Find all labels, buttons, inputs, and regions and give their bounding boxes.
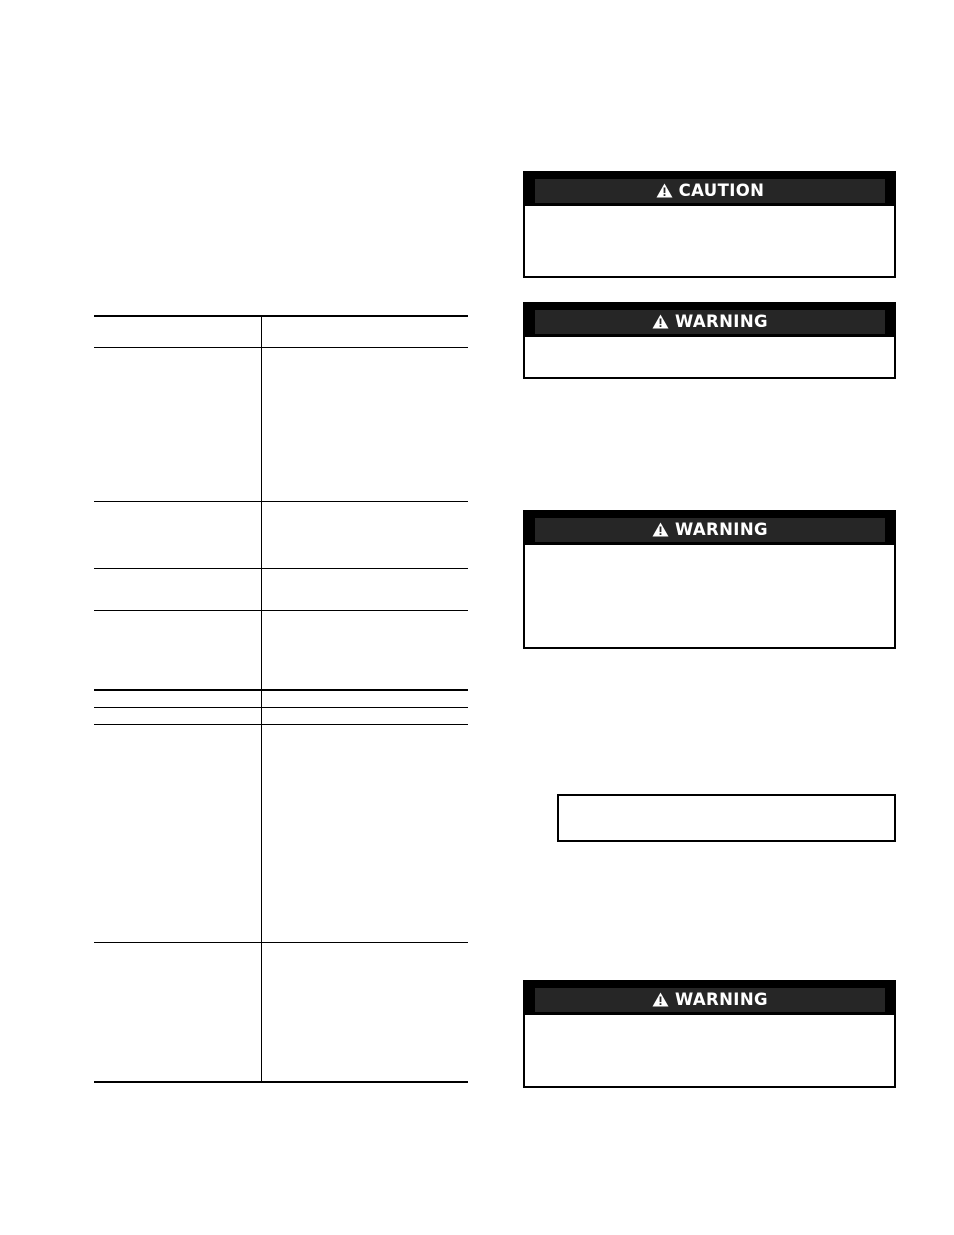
warning-label-text: WARNING (674, 520, 769, 539)
warning-triangle-icon (656, 183, 673, 198)
warning-header-band (525, 304, 894, 337)
table-column-divider (261, 315, 262, 1083)
warning-label (535, 988, 885, 1012)
troubleshooting-table (94, 315, 468, 1083)
warning-body (525, 337, 894, 349)
warning-body (525, 1015, 894, 1027)
table-row-rule (94, 568, 468, 569)
warning-triangle-icon (652, 314, 669, 329)
table-row-rule (94, 942, 468, 943)
table-bottom-rule (94, 1081, 468, 1083)
table-row-rule (94, 501, 468, 502)
warning-label-text: WARNING (674, 312, 769, 331)
warning-box (523, 980, 896, 1088)
warning-header-band (525, 512, 894, 545)
table-top-rule (94, 315, 468, 317)
warning-header-band (525, 982, 894, 1015)
warning-triangle-icon (652, 522, 669, 537)
table-header-rule (94, 347, 468, 348)
note-box (557, 794, 896, 842)
caution-label-text: CAUTION (678, 181, 765, 200)
table-row-rule (94, 724, 468, 725)
warning-label (535, 518, 885, 542)
caution-body (525, 206, 894, 218)
caution-box (523, 171, 896, 278)
warning-box (523, 510, 896, 649)
table-row-rule (94, 610, 468, 611)
caution-header-band (525, 173, 894, 206)
warning-triangle-icon (652, 992, 669, 1007)
warning-label-text: WARNING (674, 990, 769, 1009)
warning-label (535, 310, 885, 334)
table-row-rule (94, 707, 468, 708)
warning-box (523, 302, 896, 379)
caution-label (535, 179, 885, 203)
warning-body (525, 545, 894, 557)
table-row-rule (94, 689, 468, 691)
